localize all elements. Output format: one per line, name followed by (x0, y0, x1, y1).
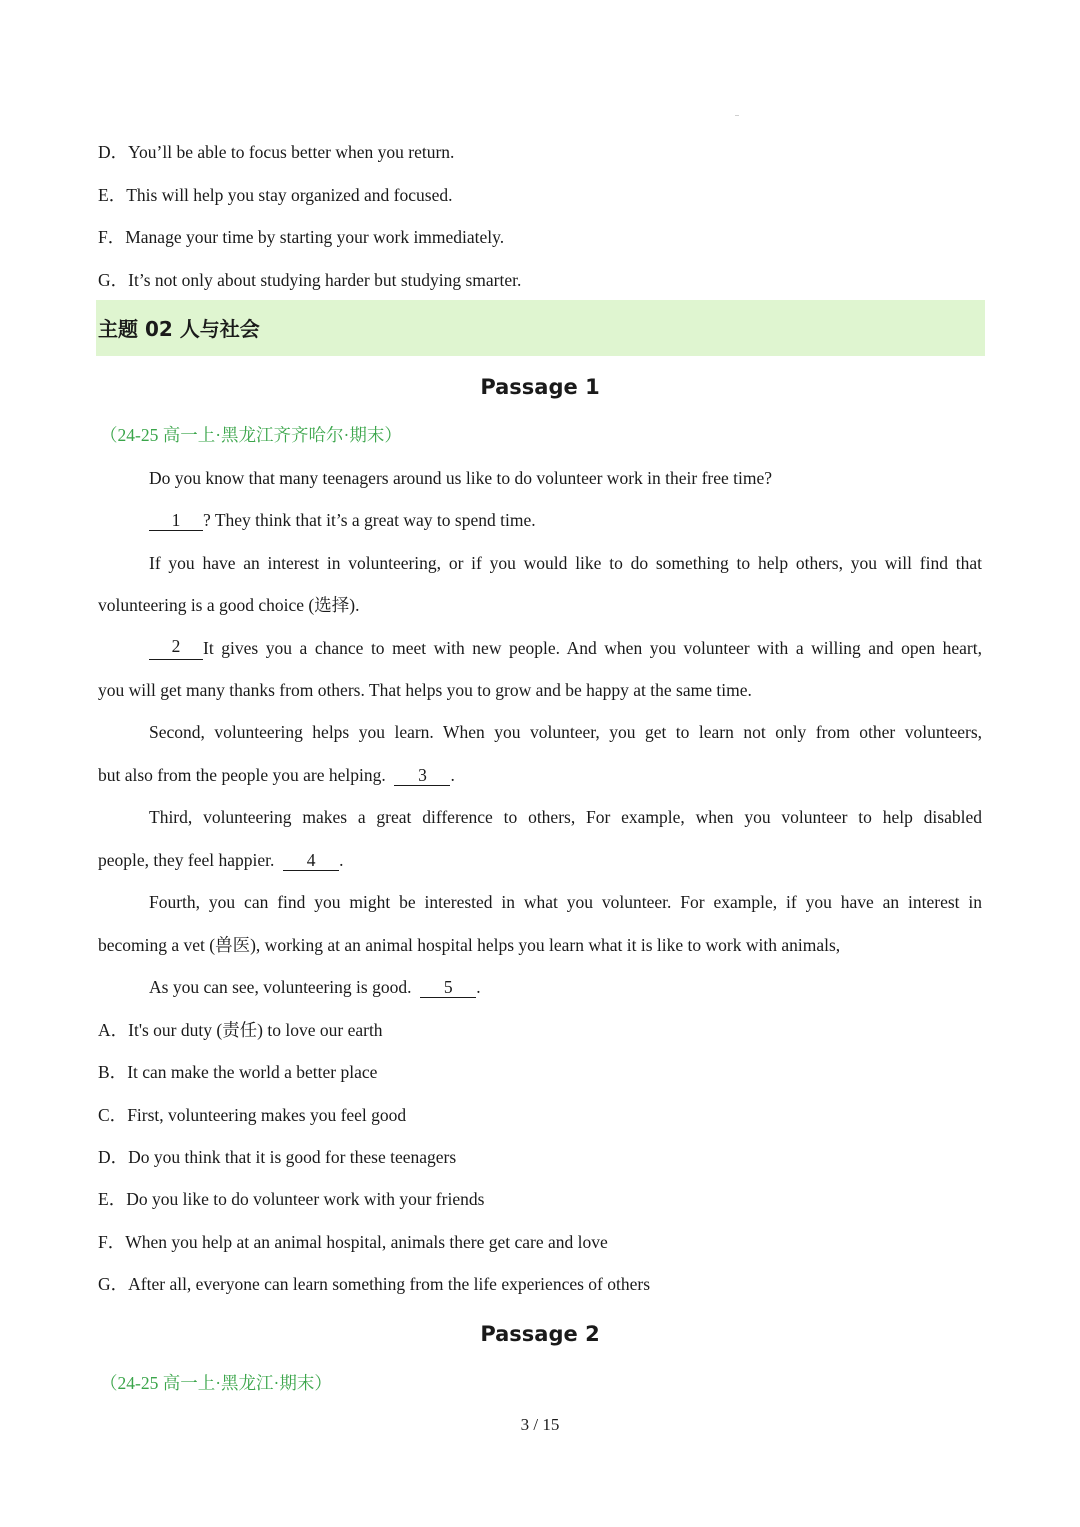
passage-2-title: Passage 2 (480, 1322, 600, 1346)
passage-1-paragraph-3-line-1: If you have an interest in volunteering, or if you would like to do something to help others, you will find that (149, 553, 982, 573)
option-d-prev: D．You’ll be able to focus better when you return. (98, 142, 455, 162)
passage-1-paragraph-3-line-2: volunteering is a good choice (选择). (98, 595, 360, 615)
passage-1-title: Passage 1 (480, 375, 600, 399)
passage-1-paragraph-1: Do you know that many teenagers around us like to do volunteer work in their free time? (149, 468, 773, 488)
blank-1: 1 (149, 510, 203, 531)
passage-1-paragraph-6-line-2: people, they feel happier. 4 . (98, 850, 344, 870)
scan-speck (735, 115, 739, 116)
option-a: A．It's our duty (责任) to love our earth (98, 1020, 383, 1040)
option-d: D．Do you think that it is good for these teenagers (98, 1147, 457, 1167)
passage-1-paragraph-2: 1 ? They think that it’s a great way to spend time. (149, 508, 536, 532)
passage-2-source: （24-25 高一上·黑龙江·期末） (100, 1373, 332, 1393)
option-f-prev: F．Manage your time by starting your work immediately. (98, 227, 505, 247)
blank-4: 4 (283, 850, 339, 871)
page-number: 3 / 15 (520, 1415, 560, 1434)
passage-1-paragraph-7-line-1: Fourth, you can find you might be interested in what you volunteer. For example, if you have an interest in (149, 892, 982, 912)
option-c: C．First, volunteering makes you feel good (98, 1105, 407, 1125)
passage-1-paragraph-4-line-2: you will get many thanks from others. That helps you to grow and be happy at the same time. (98, 680, 752, 700)
option-e: E．Do you like to do volunteer work with your friends (98, 1189, 485, 1209)
passage-1-paragraph-6-line-1: Third, volunteering makes a great difference to others, For example, when you volunteer to help disabled (149, 807, 982, 827)
option-f: F．When you help at an animal hospital, animals there get care and love (98, 1232, 608, 1252)
option-g-prev: G．It’s not only about studying harder but studying smarter. (98, 270, 522, 290)
passage-1-paragraph-7-line-2: becoming a vet (兽医), working at an animal hospital helps you learn what it is like to work with animals, (98, 935, 841, 955)
passage-1-paragraph-4-line-1: 2 It gives you a chance to meet with new people. And when you volunteer with a willing and open heart, (149, 636, 982, 660)
option-e-prev: E．This will help you stay organized and focused. (98, 185, 453, 205)
blank-2: 2 (149, 636, 203, 660)
blank-3: 3 (394, 765, 450, 786)
option-g: G．After all, everyone can learn something from the life experiences of others (98, 1274, 651, 1294)
option-b: B．It can make the world a better place (98, 1062, 378, 1082)
passage-1-paragraph-8: As you can see, volunteering is good. 5 . (149, 977, 481, 997)
blank-5: 5 (420, 977, 476, 998)
passage-1-paragraph-5-line-2: but also from the people you are helping. 3 . (98, 765, 455, 785)
passage-1-source: （24-25 高一上·黑龙江齐齐哈尔·期末） (100, 425, 402, 445)
passage-1-paragraph-5-line-1: Second, volunteering helps you learn. When you volunteer, you get to learn not only from other volunteers, (149, 722, 982, 742)
theme-title: 主题 02 人与社会 (98, 317, 260, 341)
